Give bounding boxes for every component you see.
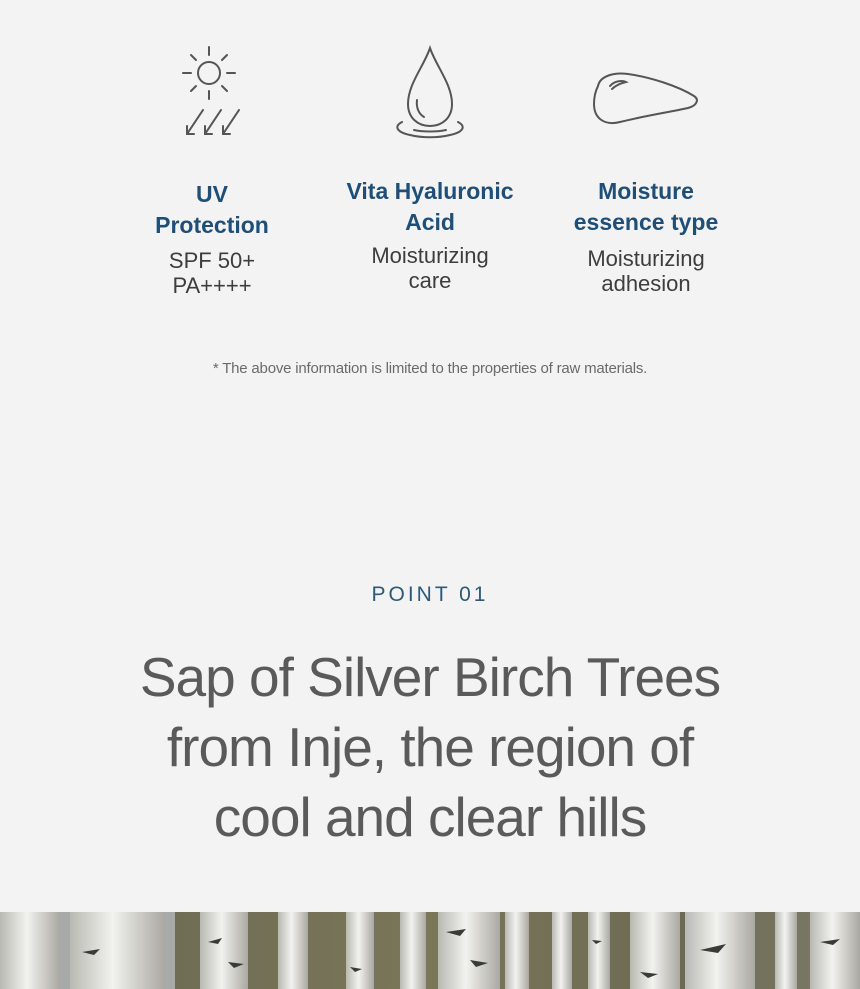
cream-dollop-icon <box>588 66 704 133</box>
headline-line: from Inje, the region of <box>166 716 694 778</box>
feature-title: Acid <box>405 209 455 235</box>
feature-description: SPF 50+ <box>168 248 256 273</box>
headline-line: Sap of Silver Birch Trees <box>139 646 721 708</box>
feature-description: PA++++ <box>172 273 252 298</box>
birch-forest-photo <box>0 912 860 989</box>
feature-list <box>0 36 860 316</box>
feature-description: adhesion <box>601 271 691 296</box>
feature-title: UV <box>196 181 228 207</box>
disclaimer-note: * The above information is limited to the properties of raw materials. <box>212 360 648 377</box>
water-drop-icon <box>388 44 472 149</box>
feature-title: Moisture <box>598 178 694 204</box>
headline-line: cool and clear hills <box>213 786 647 848</box>
feature-title: essence type <box>573 209 719 235</box>
feature-title: Vita Hyaluronic <box>346 178 514 204</box>
headline <box>0 642 860 852</box>
feature-title: Protection <box>155 212 269 238</box>
sun-rays-icon <box>177 42 247 147</box>
feature-description: Moisturizing <box>587 246 705 271</box>
feature-description: care <box>408 268 452 293</box>
point-label: POINT 01 <box>371 583 489 606</box>
feature-description: Moisturizing <box>371 243 489 268</box>
